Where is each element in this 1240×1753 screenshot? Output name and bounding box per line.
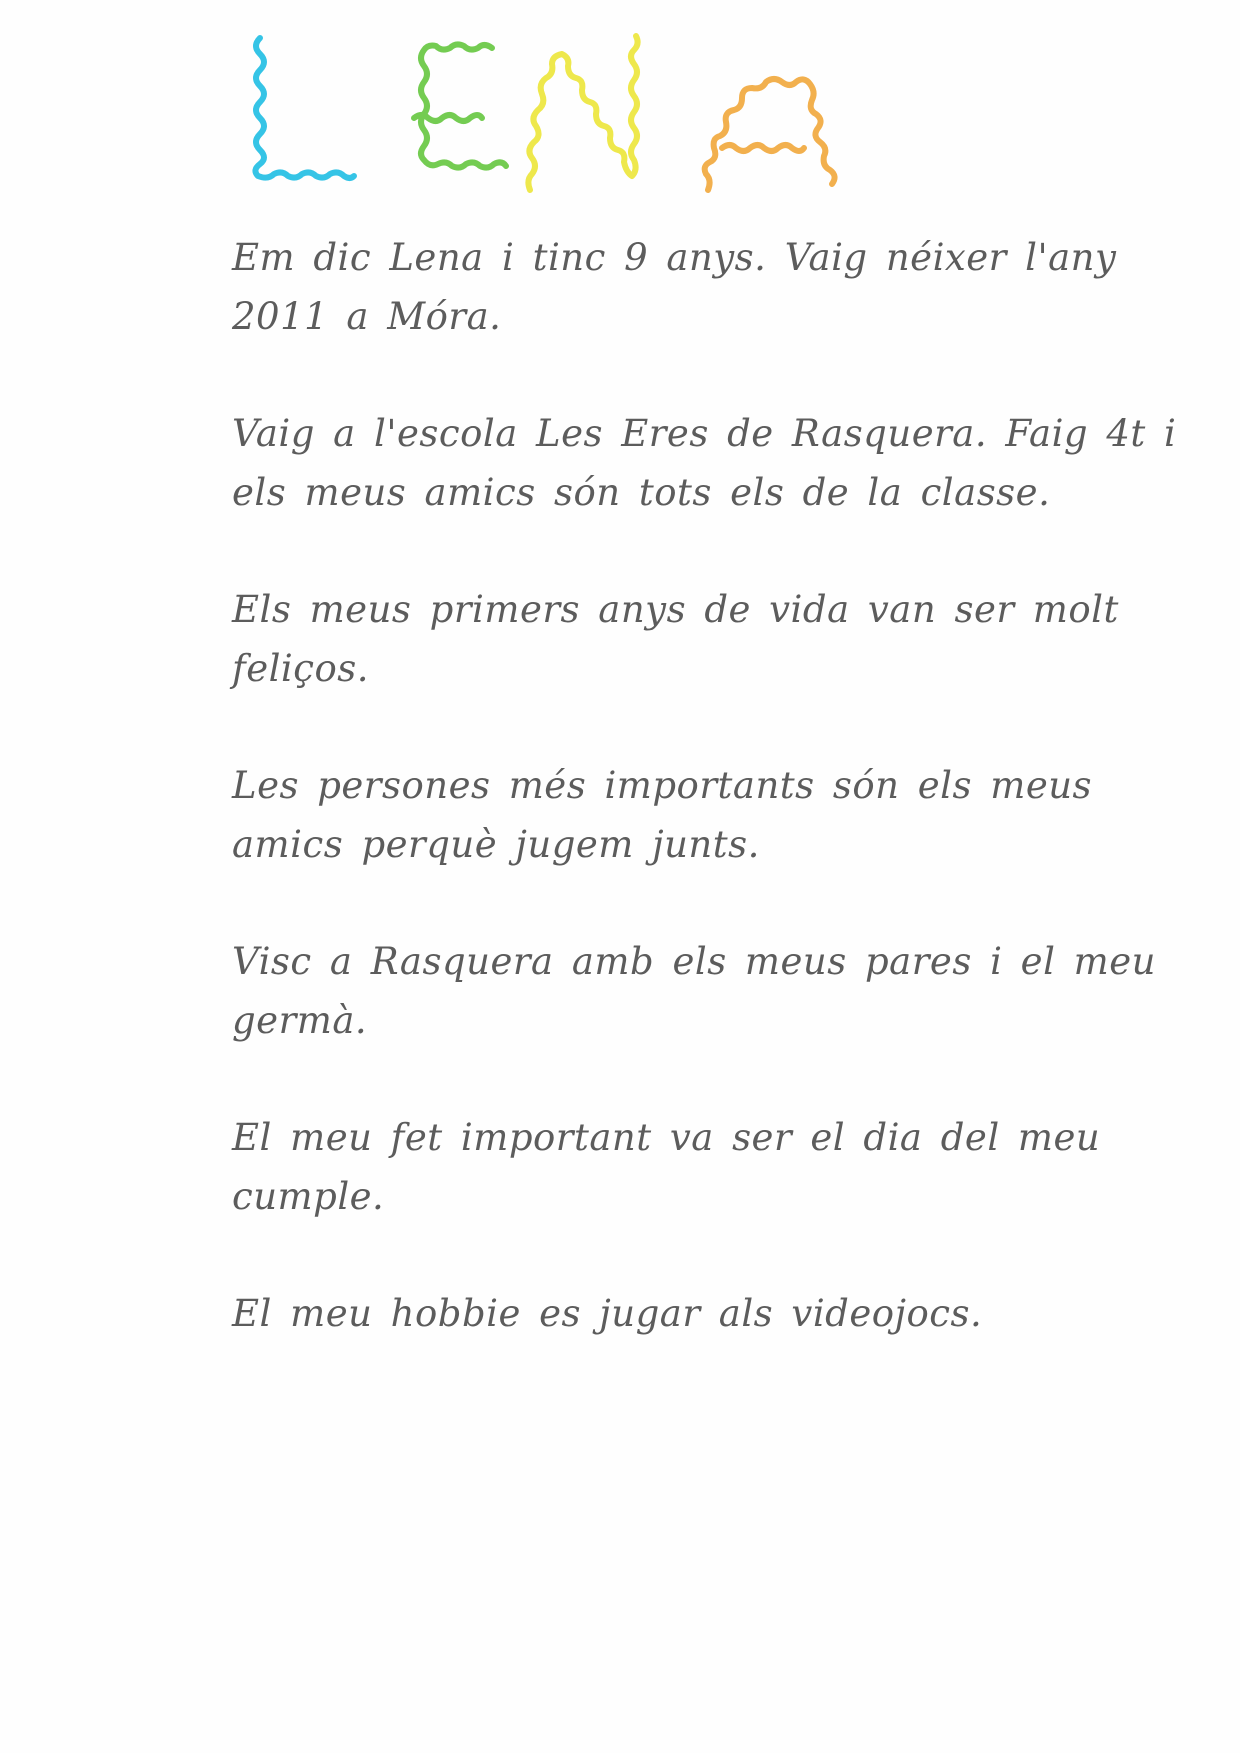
letter-n-drawing xyxy=(528,36,637,190)
paragraph-5: Visc a Rasquera amb els meus pares i el meu germà. xyxy=(232,940,1156,1042)
paragraph-3: Els meus primers anys de vida van ser molt feliços. xyxy=(232,588,1119,690)
letter-l-drawing xyxy=(255,38,354,178)
letter-e-drawing xyxy=(421,44,506,167)
paragraph-7: El meu hobbie es jugar als videojocs. xyxy=(232,1292,983,1335)
handwritten-text xyxy=(232,228,1192,1401)
paragraph-6: El meu fet important va ser el dia del meu cumple. xyxy=(232,1116,1101,1218)
paragraph-2: Vaig a l'escola Les Eres de Rasquera. Faig 4t i els meus amics són tots els de la classe. xyxy=(232,412,1177,514)
paragraph-1: Em dic Lena i tinc 9 anys. Vaig néixer l'any 2011 a Móra. xyxy=(232,236,1117,338)
title-lena xyxy=(230,30,930,220)
title-lettering xyxy=(230,30,930,220)
letter-a-crossbar xyxy=(722,145,804,151)
paragraph-4: Les persones més importants són els meus amics perquè jugem junts. xyxy=(232,764,1093,866)
letter-a-drawing xyxy=(705,79,835,190)
